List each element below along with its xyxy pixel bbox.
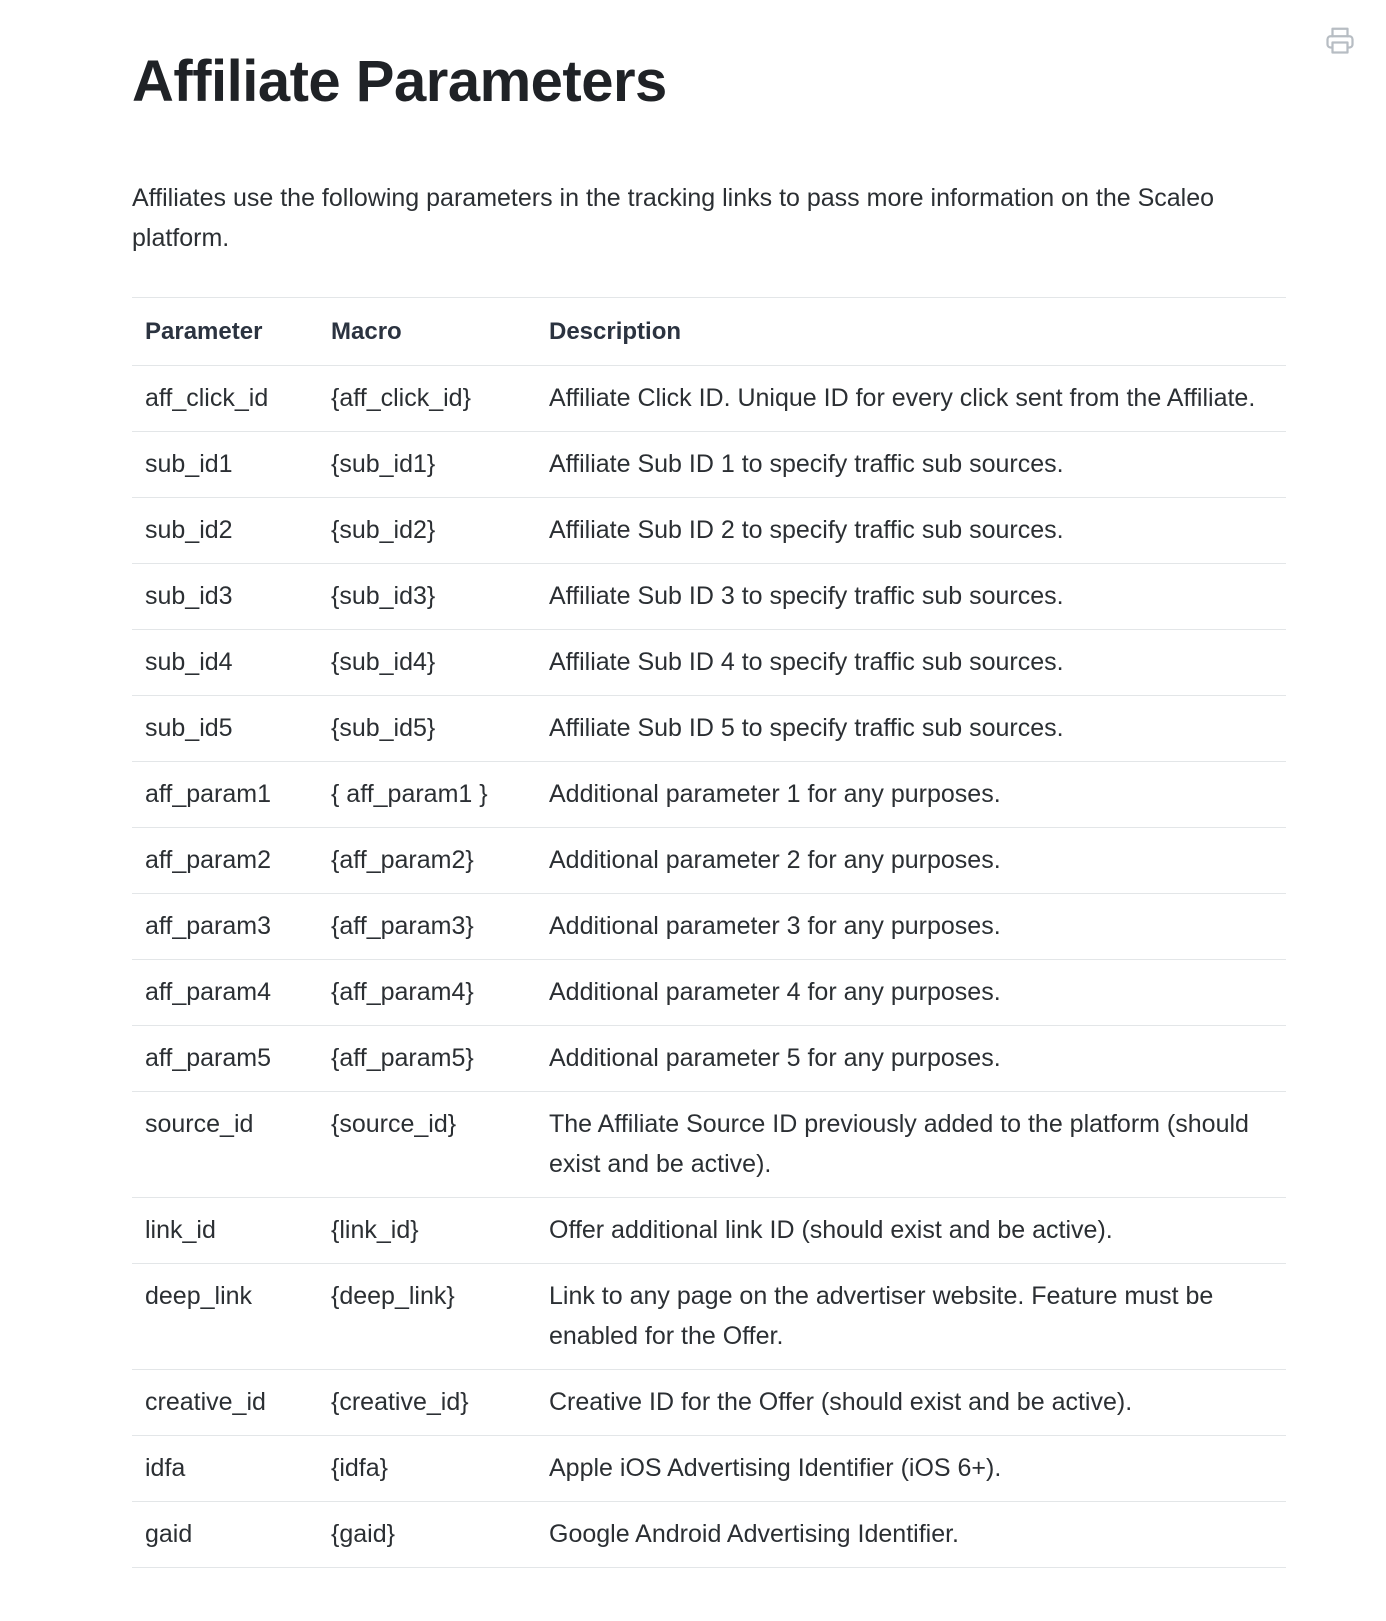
header-description: Description (536, 298, 1286, 366)
parameter-cell: aff_param5 (132, 1026, 318, 1092)
table-row (132, 894, 1286, 960)
description-cell: Creative ID for the Offer (should exist and be active). (536, 1370, 1286, 1436)
table-header-row (132, 298, 1286, 366)
parameter-cell: aff_param2 (132, 828, 318, 894)
macro-cell: {sub_id1} (318, 432, 536, 498)
description-cell: Affiliate Sub ID 5 to specify traffic sub sources. (536, 696, 1286, 762)
parameter-cell: sub_id5 (132, 696, 318, 762)
description-cell: Affiliate Click ID. Unique ID for every click sent from the Affiliate. (536, 366, 1286, 432)
parameter-cell: creative_id (132, 1370, 318, 1436)
description-cell: Additional parameter 3 for any purposes. (536, 894, 1286, 960)
table-row (132, 1092, 1286, 1198)
macro-cell: {source_id} (318, 1092, 536, 1198)
table-row (132, 630, 1286, 696)
parameter-cell: aff_param4 (132, 960, 318, 1026)
macro-cell: {idfa} (318, 1436, 536, 1502)
macro-cell: {aff_param3} (318, 894, 536, 960)
printer-icon (1325, 25, 1355, 55)
description-cell: Affiliate Sub ID 3 to specify traffic sub sources. (536, 564, 1286, 630)
macro-cell: {sub_id5} (318, 696, 536, 762)
table-row (132, 1264, 1286, 1370)
macro-cell: {aff_param2} (318, 828, 536, 894)
description-cell: Affiliate Sub ID 1 to specify traffic sub sources. (536, 432, 1286, 498)
description-cell: Additional parameter 2 for any purposes. (536, 828, 1286, 894)
print-button[interactable] (1322, 22, 1358, 58)
parameter-cell: deep_link (132, 1264, 318, 1370)
header-macro: Macro (318, 298, 536, 366)
parameter-cell: source_id (132, 1092, 318, 1198)
macro-cell: {aff_param5} (318, 1026, 536, 1092)
description-cell: Apple iOS Advertising Identifier (iOS 6+). (536, 1436, 1286, 1502)
macro-cell: {sub_id3} (318, 564, 536, 630)
table-row (132, 762, 1286, 828)
parameter-cell: sub_id1 (132, 432, 318, 498)
macro-cell: {deep_link} (318, 1264, 536, 1370)
parameter-cell: idfa (132, 1436, 318, 1502)
parameter-cell: aff_param1 (132, 762, 318, 828)
table-row (132, 1436, 1286, 1502)
parameter-cell: link_id (132, 1198, 318, 1264)
macro-cell: {creative_id} (318, 1370, 536, 1436)
parameter-cell: aff_click_id (132, 366, 318, 432)
table-row (132, 960, 1286, 1026)
parameter-cell: sub_id4 (132, 630, 318, 696)
header-parameter: Parameter (132, 298, 318, 366)
intro-text: Affiliates use the following parameters in the tracking links to pass more information on the Scaleo platform. (132, 184, 1215, 252)
macro-cell: {aff_click_id} (318, 366, 536, 432)
parameter-cell: sub_id2 (132, 498, 318, 564)
macro-cell: {sub_id2} (318, 498, 536, 564)
table-row (132, 1198, 1286, 1264)
table-row (132, 366, 1286, 432)
table-row (132, 696, 1286, 762)
description-cell: Affiliate Sub ID 2 to specify traffic sub sources. (536, 498, 1286, 564)
macro-cell: {gaid} (318, 1502, 536, 1568)
table-row (132, 564, 1286, 630)
page-title: Affiliate Parameters (132, 49, 667, 114)
description-cell: Additional parameter 5 for any purposes. (536, 1026, 1286, 1092)
description-cell: Additional parameter 4 for any purposes. (536, 960, 1286, 1026)
description-cell: Additional parameter 1 for any purposes. (536, 762, 1286, 828)
table-row (132, 1370, 1286, 1436)
description-cell: Link to any page on the advertiser website. Feature must be enabled for the Offer. (536, 1264, 1286, 1370)
description-cell: The Affiliate Source ID previously added to the platform (should exist and be active). (536, 1092, 1286, 1198)
parameter-cell: gaid (132, 1502, 318, 1568)
macro-cell: {aff_param4} (318, 960, 536, 1026)
table-row (132, 828, 1286, 894)
parameters-table (132, 297, 1286, 1568)
description-cell: Google Android Advertising Identifier. (536, 1502, 1286, 1568)
table-row (132, 498, 1286, 564)
parameter-cell: sub_id3 (132, 564, 318, 630)
macro-cell: {link_id} (318, 1198, 536, 1264)
description-cell: Affiliate Sub ID 4 to specify traffic sub sources. (536, 630, 1286, 696)
table-row (132, 1502, 1286, 1568)
macro-cell: {sub_id4} (318, 630, 536, 696)
description-cell: Offer additional link ID (should exist and be active). (536, 1198, 1286, 1264)
parameter-cell: aff_param3 (132, 894, 318, 960)
macro-cell: { aff_param1 } (318, 762, 536, 828)
table-row (132, 432, 1286, 498)
table-row (132, 1026, 1286, 1092)
